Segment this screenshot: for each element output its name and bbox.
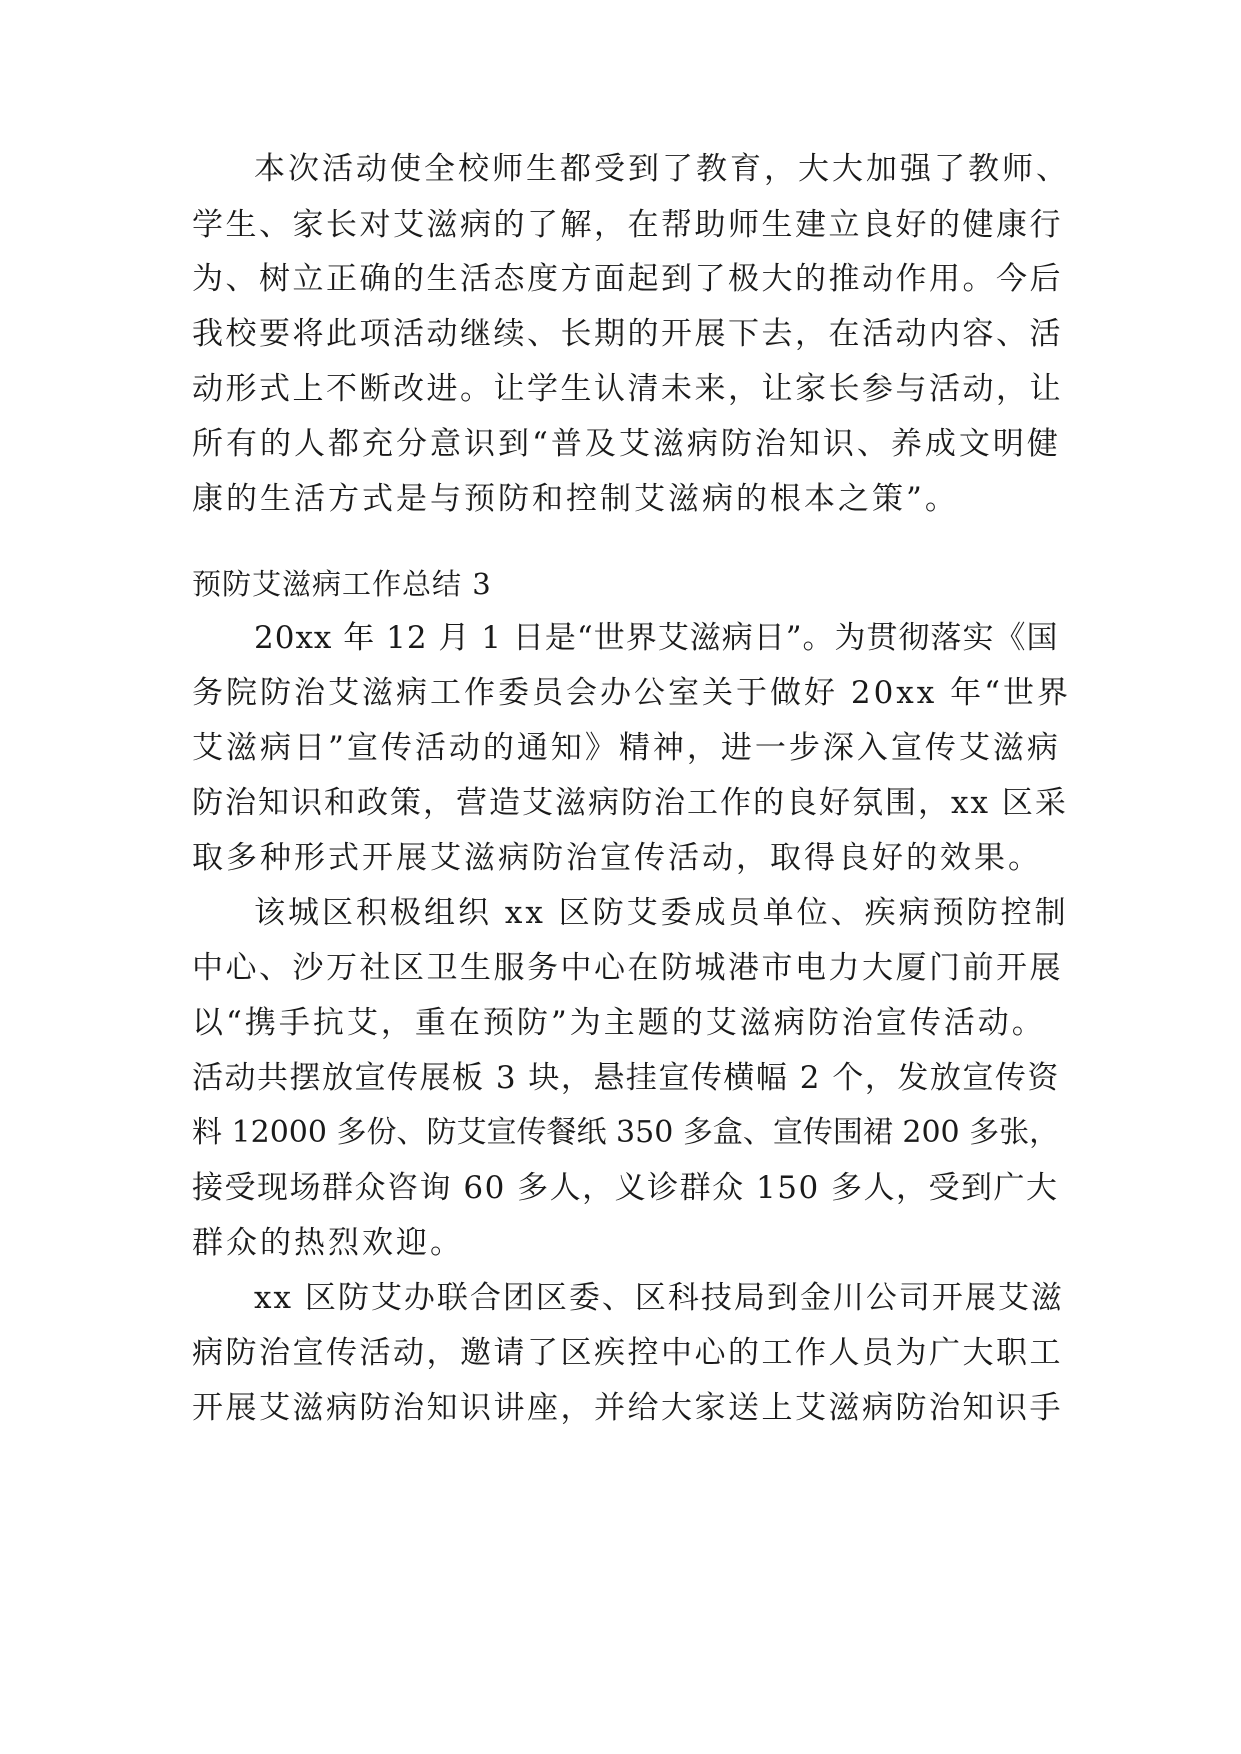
paragraph-1-line-5: 动形式上不断改进。让学生认清未来，让家长参与活动，让	[192, 371, 1063, 407]
paragraph-4-line-3: 开展艾滋病防治知识讲座，并给大家送上艾滋病防治知识手	[192, 1390, 1063, 1426]
paragraph-1-line-1: 本次活动使全校师生都受到了教育，大大加强了教师、	[254, 151, 1070, 187]
paragraph-2-line-2: 务院防治艾滋病工作委员会办公室关于做好 20xx 年“世界	[192, 675, 1071, 711]
paragraph-1-line-6: 所有的人都充分意识到“普及艾滋病防治知识、养成文明健	[192, 426, 1061, 462]
paragraph-3-line-1: 该城区积极组织 xx 区防艾委成员单位、疾病预防控制	[254, 895, 1069, 931]
paragraph-2-line-4: 防治知识和政策，营造艾滋病防治工作的良好氛围，xx 区采	[192, 785, 1068, 821]
paragraph-2-line-3: 艾滋病日”宣传活动的通知》精神，进一步深入宣传艾滋病	[192, 730, 1061, 766]
paragraph-3-line-2: 中心、沙万社区卫生服务中心在防城港市电力大厦门前开展	[192, 950, 1063, 986]
section-heading: 预防艾滋病工作总结 3	[192, 567, 492, 601]
paragraph-3-line-5: 料 12000 多份、防艾宣传餐纸 350 多盒、宣传围裙 200 多张，	[192, 1115, 1060, 1150]
paragraph-3-line-4: 活动共摆放宣传展板 3 块，悬挂宣传横幅 2 个，发放宣传资	[192, 1060, 1060, 1096]
paragraph-4-line-1: xx 区防艾办联合团区委、区科技局到金川公司开展艾滋	[254, 1280, 1064, 1316]
paragraph-1-line-2: 学生、家长对艾滋病的了解，在帮助师生建立良好的健康行	[192, 207, 1063, 243]
paragraph-3-line-3: 以“携手抗艾，重在预防”为主题的艾滋病防治宣传活动。	[192, 1005, 1046, 1041]
paragraph-4-line-2: 病防治宣传活动，邀请了区疾控中心的工作人员为广大职工	[192, 1335, 1063, 1371]
paragraph-3-line-7: 群众的热烈欢迎。	[192, 1225, 464, 1261]
paragraph-1-line-4: 我校要将此项活动继续、长期的开展下去，在活动内容、活	[192, 316, 1063, 352]
paragraph-2-line-1: 20xx 年 12 月 1 日是“世界艾滋病日”。为贯彻落实《国	[254, 620, 1059, 656]
paragraph-2-line-5: 取多种形式开展艾滋病防治宣传活动，取得良好的效果。	[192, 840, 1042, 876]
paragraph-3-line-6: 接受现场群众咨询 60 多人，义诊群众 150 多人，受到广大	[192, 1170, 1059, 1206]
paragraph-1-line-7: 康的生活方式是与预防和控制艾滋病的根本之策”。	[192, 481, 959, 517]
paragraph-1-line-3: 为、树立正确的生活态度方面起到了极大的推动作用。今后	[192, 261, 1063, 297]
